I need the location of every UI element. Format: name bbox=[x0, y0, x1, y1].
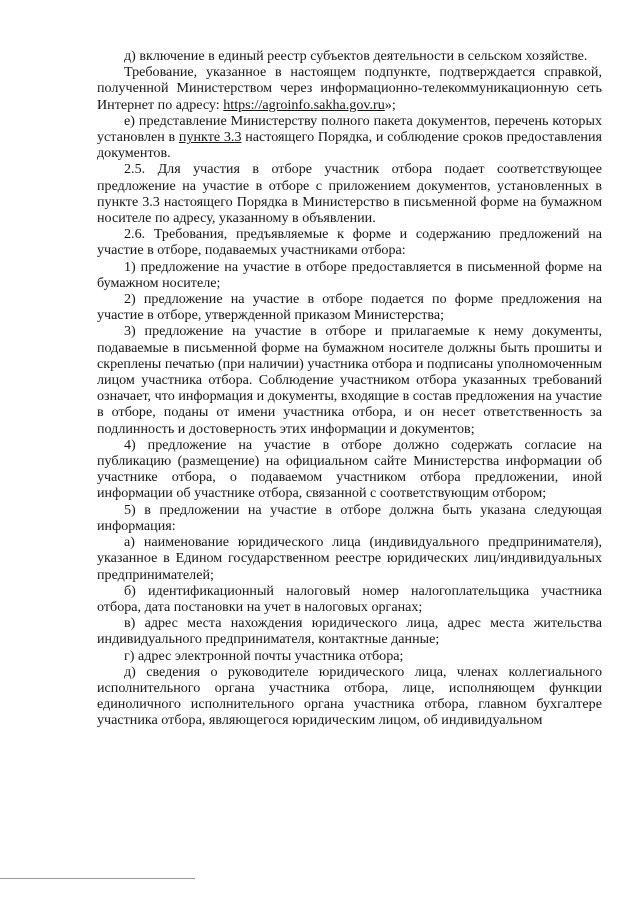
item-e-text-start: е) представление Министерству полного пакета документов, перечень которых установлен в bbox=[97, 112, 602, 146]
agroinfo-link[interactable]: https://agroinfo.sakha.gov.ru bbox=[223, 96, 385, 113]
clause-3-3-link[interactable]: пункте 3.3 bbox=[178, 129, 242, 146]
paragraph-item-5v: в) адрес места нахождения юридического лица, адрес места жительства индивидуального предпринимателя, контактные данные; bbox=[97, 615, 602, 648]
paragraph-item-5: 5) в предложении на участие в отборе должна быть указана следующая информация: bbox=[97, 501, 602, 534]
footer-rule bbox=[0, 878, 195, 879]
paragraph-item-5b: б) идентификационный налоговый номер налогоплательщика участника отбора, дата постановки на учет в налоговых органах; bbox=[97, 582, 602, 615]
paragraph-item-4: 4) предложение на участие в отборе должно содержать согласие на публикацию (размещение) на официальном сайте Министерства информации об участнике отбора, о подаваемом участником отбора предложении, иной информации об участнике отбора, связанной с соответствующим отбором; bbox=[97, 436, 602, 502]
paragraph-item-3: 3) предложение на участие в отборе и прилагаемые к нему документы, подаваемые в письменной форме на бумажном носителе должны быть прошиты и скреплены печатью (при наличии) участника отбора и подписаны уполномоченным лицом участника отбора. Соблюдение участником отбора указанных требований означает, что информация и документы, входящие в состав предложения на участие в отборе, поданы от имени участника отбора, и он несет ответственность за подлинность и достоверность этих информации и документов; bbox=[97, 323, 602, 437]
document-body bbox=[97, 48, 602, 729]
paragraph-2-5: 2.5. Для участия в отборе участник отбора подает соответствующее предложение на участие в отборе с приложением документов, установленных в пункте 3.3 настоящего Порядка в Министерство в письменной форме на бумажном носителе по адресу, указанному в объявлении. bbox=[97, 161, 602, 227]
paragraph-item-e bbox=[97, 113, 602, 162]
paragraph-item-5a: а) наименование юридического лица (индивидуального предпринимателя), указанное в Едином государственном реестре юридических лиц/индивидуальных предпринимателей; bbox=[97, 534, 602, 583]
requirement-end: »; bbox=[384, 96, 396, 113]
paragraph-item-5g: г) адрес электронной почты участника отбора; bbox=[124, 647, 404, 664]
paragraph-item-5d: д) сведения о руководителе юридического лица, членах коллегиального исполнительного органа участника отбора, лице, исполняющем функции единоличного исполнительного органа участника отбора, главном бухгалтере участника отбора, являющегося юридическим лицом, об индивидуальном bbox=[97, 663, 602, 729]
paragraph-2-6: 2.6. Требования, предъявляемые к форме и содержанию предложений на участие в отборе, подаваемых участниками отбора: bbox=[97, 226, 602, 259]
paragraph-item-2: 2) предложение на участие в отборе подается по форме предложения на участие в отборе, утвержденной приказом Министерства; bbox=[97, 291, 602, 324]
requirement-text: Требование, указанное в настоящем подпункте, подтверждается справкой, полученной Министерством через информационно-телекоммуникационную сеть Интернет по адресу: bbox=[97, 64, 602, 113]
paragraph-item-d: д) включение в единый реестр субъектов деятельности в сельском хозяйстве. bbox=[124, 48, 588, 64]
paragraph-requirement bbox=[97, 64, 602, 113]
paragraph-item-1: 1) предложение на участие в отборе предоставляется в письменной форме на бумажном носителе; bbox=[97, 258, 602, 291]
item-e-text-end: настоящего Порядка, и соблюдение сроков предоставления документов. bbox=[97, 129, 602, 162]
